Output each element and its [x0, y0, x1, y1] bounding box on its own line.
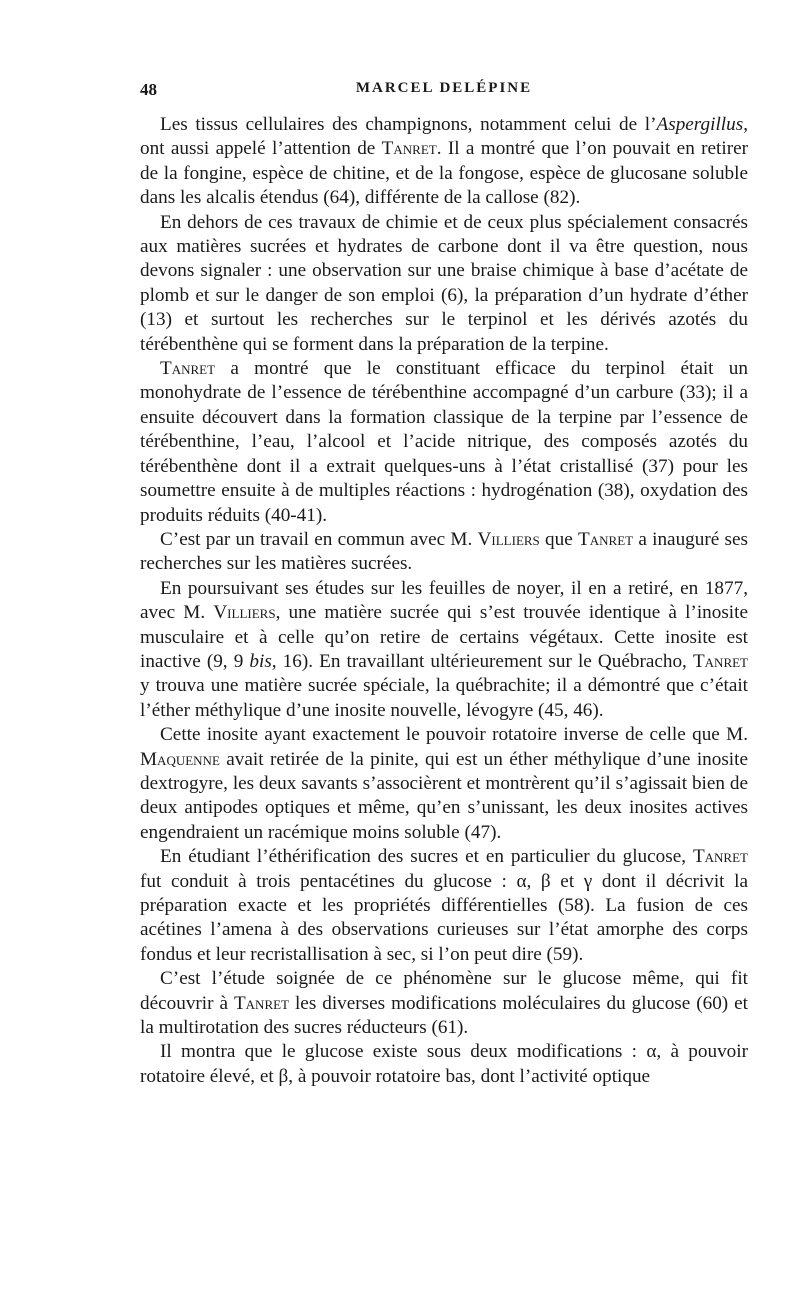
- author-name: Tanret: [381, 138, 437, 160]
- paragraph: [140, 1040, 748, 1089]
- paragraph: [140, 723, 748, 845]
- text-run: En dehors de ces travaux de chimie et de ceux plus spécialement consacrés aux matières sucrées et hydrates de carbone dont il va être question, nous devons signaler : une observation sur une braise chimique à base d’acétate de plomb et sur le danger de son emploi (6), la préparation d’un hydrate d’éther (13) et surtout les recherches sur le terpinol et les dérivés azotés du térébenthène qui se forment dans la préparation de la terpine.: [140, 211, 748, 355]
- running-head: [140, 80, 748, 102]
- text-run: y trouva une matière sucrée spéciale, la québrachite; il a démontré que c’était l’éther méthylique d’une inosite nouvelle, lévogyre (45, 46).: [140, 675, 748, 721]
- author-name: Maquenne: [140, 748, 220, 770]
- paragraph: [140, 577, 748, 723]
- text-run: C’est par un travail en commun avec M.: [160, 528, 478, 550]
- text-run: Il montra que le glucose existe sous deux modifications : α, à pouvoir rotatoire élevé, et β, à pouvoir rotatoire bas, dont l’activité optique: [140, 1041, 748, 1087]
- text-run: Cette inosite ayant exactement le pouvoir rotatoire inverse de celle que M.: [160, 724, 748, 746]
- text-run: les diverses modifications moléculaires du glucose (60) et la multirotation des sucres réducteurs (61).: [140, 992, 748, 1039]
- author-name: Tanret: [692, 846, 748, 868]
- text-run: que: [539, 528, 579, 550]
- author-name: Tanret: [578, 528, 634, 550]
- text-run: fut conduit à trois pentacétines du glucose : α, β et γ dont il décrivit la préparation exacte et les propriétés différentielles (58). La fusion de ces acétines l’amena à des observations curieuses sur l’état amorphe des corps fondus et leur recristallisation à sec, si l’on peut dire (59).: [140, 870, 748, 965]
- text-run: a inauguré ses recherches sur les matières sucrées.: [140, 528, 748, 575]
- text-run: En étudiant l’éthérification des sucres et en particulier du glucose,: [160, 846, 693, 868]
- author-name: Tanret: [233, 992, 290, 1014]
- paragraph: [140, 528, 748, 577]
- text-run: avait retirée de la pinite, qui est un éther méthylique d’une inosite dextrogyre, les deux savants s’associèrent et montrèrent qu’il s’agissait bien de deux antipodes optiques et même, qu’en s’unissant, les deux inosites actives engendraient un racémique moins soluble (47).: [140, 748, 748, 843]
- author-name: Tanret: [160, 358, 216, 380]
- author-name: Villiers: [477, 528, 540, 550]
- text-run: Les tissus cellulaires des champignons, notamment celui de l’: [160, 114, 657, 135]
- text-run: , ont aussi appelé l’attention de: [140, 114, 748, 160]
- italic-text: bis: [249, 650, 272, 672]
- paragraph: [140, 967, 748, 1040]
- paragraph: [140, 113, 748, 211]
- author-name: Villiers: [213, 602, 276, 624]
- body-text: [140, 113, 748, 1089]
- text-run: C’est l’étude soignée de ce phénomène sur le glucose même, qui fit découvrir à: [140, 968, 748, 1014]
- paragraph: [140, 357, 748, 528]
- text-run: , une matière sucrée qui s’est trouvée identique à l’inosite musculaire et à celle qu’on retire de certains végétaux. Cette inosite est inactive (9, 9: [140, 602, 748, 672]
- page-number: 48: [140, 80, 157, 99]
- italic-text: Aspergillus: [656, 114, 744, 135]
- text-run: a montré que le constituant efficace du terpinol était un monohydrate de l’essence de térébenthine accompagné d’un carbure (33); il a ensuite découvert dans la formation classique de la terpine par l’essence de térébenthine, l’eau, l’alcool et l’acide nitrique, des composés azotés du térébenthène dont il a extrait quelques-uns à l’état cristallisé (37) pour les soumettre ensuite à de multiples réactions : hydrogénation (38), oxydation des produits réduits (40-41).: [140, 358, 748, 526]
- running-title: MARCEL DELÉPINE: [355, 80, 533, 96]
- paragraph: [140, 845, 748, 967]
- text-run: , 16). En travaillant ultérieurement sur le Québracho,: [271, 650, 693, 672]
- author-name: Tanret: [692, 650, 749, 672]
- paragraph: [140, 211, 748, 357]
- text-run: . Il a montré que l’on pouvait en retirer de la fongine, espèce de chitine, et de la fongose, espèce de glucosane soluble dans les alcalis étendus (64), différente de la callose (82).: [140, 138, 748, 209]
- text-run: En poursuivant ses études sur les feuilles de noyer, il en a retiré, en 1877, avec M.: [140, 577, 748, 624]
